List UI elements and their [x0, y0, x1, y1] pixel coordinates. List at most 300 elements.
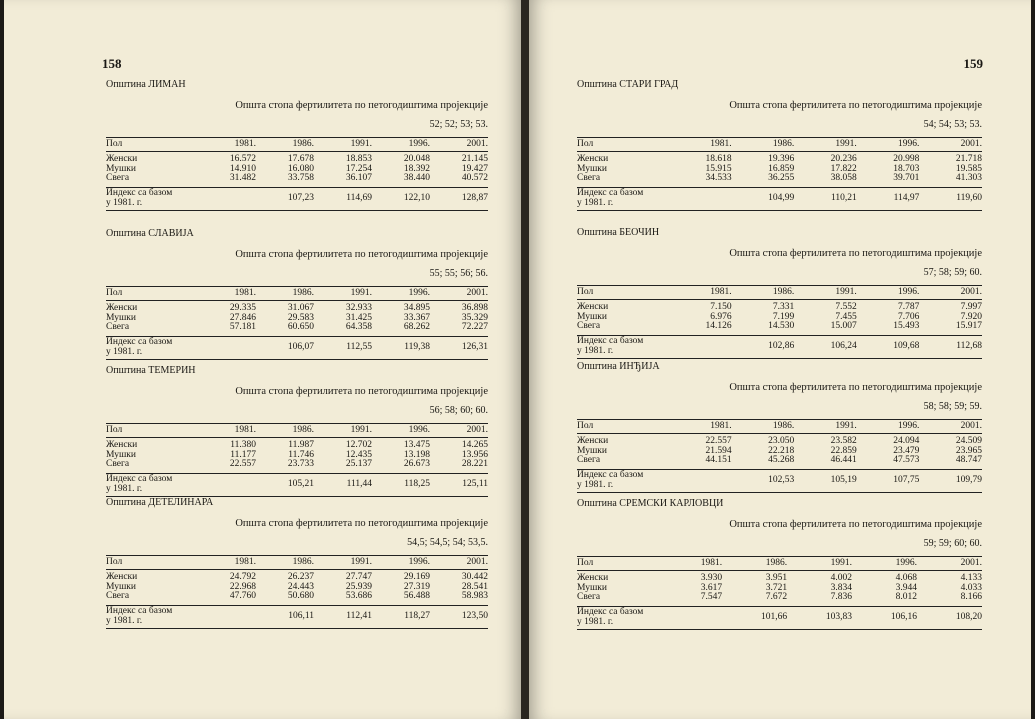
- header-cell: 2001.: [430, 424, 488, 438]
- table-cell: 38.440: [372, 174, 430, 187]
- fertility-subtitle: Општа стопа фертилитета по петогодиштима пројекције: [729, 519, 982, 530]
- table-cell: 29.335: [229, 303, 256, 313]
- population-table: [577, 556, 982, 630]
- row-label: Женски: [577, 573, 609, 583]
- index-cell: 109,68: [857, 335, 920, 358]
- table-cell: 17.678: [287, 154, 314, 164]
- index-label: [106, 336, 198, 359]
- municipality-title: Општина СРЕМСКИ КАРЛОВЦИ: [577, 498, 724, 509]
- municipality-block: [106, 364, 488, 497]
- header-cell: 1981.: [198, 556, 256, 570]
- table-row: [577, 322, 982, 335]
- table-cell: 47.760: [198, 592, 256, 605]
- table-cell: 13.475: [403, 440, 430, 450]
- table-header-row: [106, 287, 488, 301]
- population-table: [106, 555, 488, 629]
- table-cell: 8.012: [852, 593, 917, 606]
- header-cell: Пол: [577, 420, 669, 434]
- index-cell: 112,41: [314, 605, 372, 628]
- row-label: Мушки: [577, 582, 607, 593]
- table-cell: 11.987: [288, 440, 314, 450]
- municipality-block: [106, 227, 488, 360]
- table-cell: 24.443: [287, 581, 314, 592]
- header-cell: 2001.: [430, 287, 488, 301]
- header-cell: 1996.: [857, 138, 920, 152]
- table-cell: 7.547: [669, 593, 722, 606]
- fertility-subtitle: Општа стопа фертилитета по петогодиштима пројекције: [235, 249, 488, 260]
- header-cell: 1991.: [314, 138, 372, 152]
- table-cell: 26.237: [287, 572, 314, 582]
- table-cell: 14.530: [732, 322, 795, 335]
- fertility-rates: 56; 58; 60; 60.: [429, 405, 488, 416]
- header-cell: Пол: [106, 424, 198, 438]
- table-row: [577, 174, 982, 187]
- index-row: [106, 187, 488, 210]
- fertility-subtitle: Општа стопа фертилитета по петогодиштима пројекције: [729, 382, 982, 393]
- header-cell: 1981.: [669, 138, 732, 152]
- municipality-title: Општина БЕОЧИН: [577, 227, 660, 238]
- table-cell: 23.050: [768, 436, 795, 446]
- table-cell: 6.976: [710, 311, 732, 322]
- table-cell: 29.583: [287, 312, 314, 323]
- page-number-right: 159: [963, 56, 983, 71]
- table-cell: 21.594: [705, 445, 732, 456]
- index-label-line: Индекс са базом: [577, 470, 644, 480]
- row-label: Мушки: [106, 163, 136, 174]
- index-cell: 114,69: [314, 187, 372, 210]
- municipality-title: Општина СТАРИ ГРАД: [577, 79, 679, 90]
- header-cell: 1996.: [372, 287, 430, 301]
- row-label: Свега: [577, 593, 669, 606]
- header-cell: 2001.: [430, 556, 488, 570]
- table-cell: 7.836: [787, 593, 852, 606]
- index-label: [106, 473, 198, 496]
- index-label-line: у 1981. г.: [577, 616, 614, 627]
- index-row: [106, 336, 488, 359]
- index-label-line: у 1981. г.: [106, 346, 143, 357]
- municipality-block: [577, 360, 982, 493]
- table-row: [106, 174, 488, 187]
- table-row: [577, 571, 982, 584]
- table-cell: 22.218: [768, 445, 795, 456]
- book-gutter: [521, 0, 529, 719]
- table-cell: 14.126: [669, 322, 732, 335]
- table-cell: 22.557: [705, 436, 732, 446]
- index-cell: 112,68: [919, 335, 982, 358]
- table-cell: 31.067: [287, 303, 314, 313]
- row-label: Женски: [577, 302, 609, 312]
- fertility-subtitle: Општа стопа фертилитета по петогодиштима пројекције: [729, 100, 982, 111]
- fertility-subtitle: Општа стопа фертилитета по петогодиштима пројекције: [235, 518, 488, 529]
- index-label: [106, 605, 198, 628]
- population-table: [106, 423, 488, 497]
- table-cell: 3.617: [700, 582, 723, 593]
- population-table: [106, 286, 488, 360]
- table-cell: 3.944: [895, 582, 917, 593]
- row-label: Женски: [577, 154, 609, 164]
- table-cell: 12.702: [345, 440, 372, 450]
- table-cell: 19.585: [955, 163, 982, 174]
- table-cell: 15.917: [919, 322, 982, 335]
- table-cell: 30.442: [461, 572, 488, 582]
- table-row: [577, 152, 982, 165]
- header-cell: 1986.: [732, 138, 795, 152]
- index-label: [577, 187, 669, 210]
- municipality-title: Општина ДЕТЕЛИНАРА: [106, 497, 214, 508]
- municipality-title: Општина ИНЂИЈА: [577, 361, 660, 372]
- table-cell: 36.107: [314, 174, 372, 187]
- table-cell: 68.262: [372, 323, 430, 336]
- table-cell: 31.482: [198, 174, 256, 187]
- index-cell: [198, 473, 256, 496]
- table-row: [577, 434, 982, 447]
- index-cell: [198, 336, 256, 359]
- index-cell: 102,86: [732, 335, 795, 358]
- table-header-row: [106, 556, 488, 570]
- index-cell: 112,55: [314, 336, 372, 359]
- fertility-rates: 57; 58; 59; 60.: [923, 267, 982, 278]
- table-cell: 4.002: [830, 573, 853, 583]
- table-row: [106, 570, 488, 583]
- table-cell: 18.392: [403, 163, 430, 174]
- fertility-rates: 52; 52; 53; 53.: [429, 119, 488, 130]
- table-cell: 22.968: [229, 581, 256, 592]
- index-cell: 105,19: [794, 469, 857, 492]
- index-label: [577, 606, 669, 629]
- table-header-row: [577, 138, 982, 152]
- header-cell: 2001.: [919, 420, 982, 434]
- index-cell: 106,07: [256, 336, 314, 359]
- table-cell: 29.169: [403, 572, 430, 582]
- table-cell: 24.509: [955, 436, 982, 446]
- row-label: Свега: [577, 322, 669, 335]
- row-label: Мушки: [106, 312, 136, 323]
- header-cell: 1981.: [669, 286, 732, 300]
- header-cell: 1986.: [256, 138, 314, 152]
- index-cell: [669, 187, 732, 210]
- index-cell: [669, 335, 732, 358]
- fertility-subtitle: Општа стопа фертилитета по петогодиштима пројекције: [729, 248, 982, 259]
- header-cell: 1986.: [256, 556, 314, 570]
- table-cell: 15.007: [794, 322, 857, 335]
- row-label: Свега: [577, 456, 669, 469]
- index-cell: 109,79: [919, 469, 982, 492]
- index-label-line: Индекс са базом: [577, 607, 644, 617]
- table-cell: 14.910: [229, 163, 256, 174]
- table-row: [106, 152, 488, 165]
- table-cell: 24.094: [893, 436, 920, 446]
- table-cell: 20.998: [893, 154, 920, 164]
- header-cell: 1986.: [732, 420, 795, 434]
- table-cell: 4.133: [960, 573, 982, 583]
- index-label-line: Индекс са базом: [106, 188, 173, 198]
- table-cell: 58.983: [430, 592, 488, 605]
- index-label-line: у 1981. г.: [106, 615, 143, 626]
- table-cell: 3.721: [765, 582, 788, 593]
- index-row: [577, 187, 982, 210]
- table-cell: 56.488: [372, 592, 430, 605]
- table-cell: 28.541: [461, 581, 488, 592]
- table-cell: 3.951: [765, 573, 788, 583]
- table-cell: 34.533: [669, 174, 732, 187]
- municipality-block: [577, 78, 982, 211]
- header-cell: 1981.: [198, 287, 256, 301]
- header-cell: 1991.: [314, 556, 372, 570]
- index-cell: 114,97: [857, 187, 920, 210]
- table-cell: 7.455: [835, 311, 857, 322]
- table-cell: 11.177: [230, 449, 256, 460]
- table-cell: 31.425: [345, 312, 372, 323]
- index-label-line: у 1981. г.: [577, 345, 614, 356]
- index-cell: 119,60: [919, 187, 982, 210]
- header-cell: 2001.: [919, 138, 982, 152]
- municipality-block: [577, 226, 982, 359]
- row-label: Мушки: [106, 449, 136, 460]
- table-cell: 28.221: [430, 460, 488, 473]
- left-page: [4, 0, 521, 719]
- index-cell: 111,44: [314, 473, 372, 496]
- fertility-subtitle: Општа стопа фертилитета по петогодиштима пројекције: [235, 386, 488, 397]
- table-cell: 7.997: [960, 302, 982, 312]
- page-number-left: 158: [102, 56, 122, 71]
- header-cell: 1986.: [256, 287, 314, 301]
- header-cell: Пол: [577, 138, 669, 152]
- table-cell: 22.557: [198, 460, 256, 473]
- table-cell: 18.853: [345, 154, 372, 164]
- table-row: [577, 300, 982, 313]
- header-cell: 2001.: [917, 557, 982, 571]
- header-cell: 1991.: [314, 424, 372, 438]
- fertility-rates: 55; 55; 56; 56.: [429, 268, 488, 279]
- fertility-rates: 54; 54; 53; 53.: [923, 119, 982, 130]
- table-cell: 27.319: [403, 581, 430, 592]
- table-cell: 53.686: [314, 592, 372, 605]
- index-label-line: у 1981. г.: [106, 483, 143, 494]
- header-cell: Пол: [106, 287, 198, 301]
- table-row: [106, 301, 488, 314]
- table-cell: 17.254: [345, 163, 372, 174]
- header-cell: 2001.: [919, 286, 982, 300]
- table-cell: 4.068: [895, 573, 917, 583]
- table-cell: 26.673: [372, 460, 430, 473]
- table-row: [106, 460, 488, 473]
- table-cell: 57.181: [198, 323, 256, 336]
- header-cell: 1996.: [372, 556, 430, 570]
- table-cell: 3.930: [700, 573, 723, 583]
- table-header-row: [577, 420, 982, 434]
- table-cell: 21.145: [461, 154, 488, 164]
- table-cell: 7.920: [960, 311, 982, 322]
- index-cell: 122,10: [372, 187, 430, 210]
- header-cell: 1991.: [794, 138, 857, 152]
- fertility-rates: 59; 59; 60; 60.: [923, 538, 982, 549]
- table-cell: 8.166: [917, 593, 982, 606]
- index-label: [577, 469, 669, 492]
- index-label-line: Индекс са базом: [577, 336, 644, 346]
- table-cell: 23.479: [893, 445, 920, 456]
- index-label: [577, 335, 669, 358]
- table-cell: 7.706: [898, 311, 920, 322]
- index-cell: 102,53: [732, 469, 795, 492]
- table-cell: 7.199: [772, 311, 795, 322]
- table-cell: 23.965: [955, 445, 982, 456]
- table-cell: 16.572: [229, 154, 256, 164]
- table-row: [577, 593, 982, 606]
- table-cell: 27.747: [345, 572, 372, 582]
- table-cell: 25.939: [345, 581, 372, 592]
- table-cell: 64.358: [314, 323, 372, 336]
- fertility-rates: 54,5; 54,5; 54; 53,5.: [407, 537, 488, 548]
- table-cell: 27.846: [229, 312, 256, 323]
- header-cell: Пол: [106, 138, 198, 152]
- table-cell: 7.150: [710, 302, 732, 312]
- table-cell: 20.236: [830, 154, 857, 164]
- municipality-block: [106, 496, 488, 629]
- index-label-line: Индекс са базом: [106, 606, 173, 616]
- index-cell: 128,87: [430, 187, 488, 210]
- row-label: Свега: [577, 174, 669, 187]
- table-cell: 22.859: [830, 445, 857, 456]
- row-label: Женски: [106, 303, 138, 313]
- index-row: [106, 605, 488, 628]
- header-cell: 1986.: [722, 557, 787, 571]
- population-table: [577, 419, 982, 493]
- header-cell: 1996.: [372, 138, 430, 152]
- index-cell: 103,83: [787, 606, 852, 629]
- index-cell: 106,11: [256, 605, 314, 628]
- row-label: Женски: [106, 572, 138, 582]
- index-cell: 119,38: [372, 336, 430, 359]
- index-label-line: Индекс са базом: [577, 188, 644, 198]
- header-cell: 1996.: [857, 420, 920, 434]
- table-cell: 12.435: [345, 449, 372, 460]
- header-cell: 1986.: [732, 286, 795, 300]
- table-cell: 23.582: [830, 436, 857, 446]
- table-cell: 33.367: [403, 312, 430, 323]
- table-cell: 60.650: [256, 323, 314, 336]
- table-cell: 7.672: [722, 593, 787, 606]
- table-cell: 7.787: [898, 302, 920, 312]
- municipality-title: Општина ЛИМАН: [106, 79, 186, 90]
- index-row: [577, 606, 982, 629]
- row-label: Мушки: [577, 445, 607, 456]
- table-cell: 4.033: [960, 582, 982, 593]
- index-cell: 107,75: [857, 469, 920, 492]
- table-cell: 47.573: [857, 456, 920, 469]
- table-cell: 19.396: [768, 154, 795, 164]
- row-label: Женски: [106, 154, 138, 164]
- index-cell: 106,16: [852, 606, 917, 629]
- table-cell: 18.703: [893, 163, 920, 174]
- table-row: [106, 438, 488, 451]
- header-cell: 1981.: [198, 424, 256, 438]
- index-label-line: у 1981. г.: [577, 197, 614, 208]
- table-cell: 46.441: [794, 456, 857, 469]
- header-cell: Пол: [577, 557, 669, 571]
- fertility-subtitle: Општа стопа фертилитета по петогодиштима пројекције: [235, 100, 488, 111]
- municipality-block: [577, 497, 982, 630]
- table-cell: 14.265: [461, 440, 488, 450]
- index-cell: 105,21: [256, 473, 314, 496]
- table-header-row: [577, 286, 982, 300]
- index-row: [577, 469, 982, 492]
- index-cell: [198, 187, 256, 210]
- table-cell: 7.552: [835, 302, 857, 312]
- header-cell: 1991.: [787, 557, 852, 571]
- table-cell: 33.758: [256, 174, 314, 187]
- right-page: [529, 0, 1031, 719]
- row-label: Свега: [106, 174, 198, 187]
- row-label: Свега: [106, 323, 198, 336]
- index-cell: 108,20: [917, 606, 982, 629]
- index-label-line: Индекс са базом: [106, 337, 173, 347]
- header-cell: Пол: [106, 556, 198, 570]
- table-cell: 11.746: [288, 449, 314, 460]
- header-cell: 1996.: [857, 286, 920, 300]
- table-cell: 40.572: [430, 174, 488, 187]
- index-cell: [198, 605, 256, 628]
- table-cell: 3.834: [830, 582, 853, 593]
- header-cell: 1981.: [669, 420, 732, 434]
- header-cell: 1981.: [669, 557, 722, 571]
- table-cell: 18.618: [705, 154, 732, 164]
- table-cell: 16.859: [768, 163, 795, 174]
- fertility-rates: 58; 58; 59; 59.: [923, 401, 982, 412]
- table-cell: 24.792: [229, 572, 256, 582]
- table-cell: 72.227: [430, 323, 488, 336]
- index-cell: [669, 469, 732, 492]
- index-label-line: Индекс са базом: [106, 474, 173, 484]
- index-label-line: у 1981. г.: [106, 197, 143, 208]
- municipality-block: [106, 78, 488, 211]
- table-cell: 34.895: [403, 303, 430, 313]
- index-cell: 125,11: [430, 473, 488, 496]
- index-cell: 106,24: [794, 335, 857, 358]
- table-cell: 15.915: [705, 163, 732, 174]
- table-cell: 11.380: [230, 440, 256, 450]
- row-label: Свега: [106, 460, 198, 473]
- index-cell: 101,66: [722, 606, 787, 629]
- population-table: [577, 285, 982, 359]
- table-cell: 39.701: [857, 174, 920, 187]
- table-cell: 50.680: [256, 592, 314, 605]
- table-cell: 13.956: [461, 449, 488, 460]
- table-header-row: [577, 557, 982, 571]
- index-row: [577, 335, 982, 358]
- header-cell: 1996.: [372, 424, 430, 438]
- table-cell: 13.198: [403, 449, 430, 460]
- header-cell: Пол: [577, 286, 669, 300]
- row-label: Женски: [577, 436, 609, 446]
- index-cell: 126,31: [430, 336, 488, 359]
- table-cell: 38.058: [794, 174, 857, 187]
- index-cell: 104,99: [732, 187, 795, 210]
- table-cell: 20.048: [403, 154, 430, 164]
- header-cell: 1991.: [794, 420, 857, 434]
- row-label: Женски: [106, 440, 138, 450]
- index-cell: 118,25: [372, 473, 430, 496]
- index-cell: 118,27: [372, 605, 430, 628]
- table-cell: 23.733: [256, 460, 314, 473]
- index-label-line: у 1981. г.: [577, 479, 614, 490]
- table-cell: 35.329: [461, 312, 488, 323]
- header-cell: 1991.: [794, 286, 857, 300]
- header-cell: 1991.: [314, 287, 372, 301]
- header-cell: 1996.: [852, 557, 917, 571]
- table-cell: 45.268: [732, 456, 795, 469]
- index-cell: 107,23: [256, 187, 314, 210]
- municipality-title: Општина ТЕМЕРИН: [106, 365, 196, 376]
